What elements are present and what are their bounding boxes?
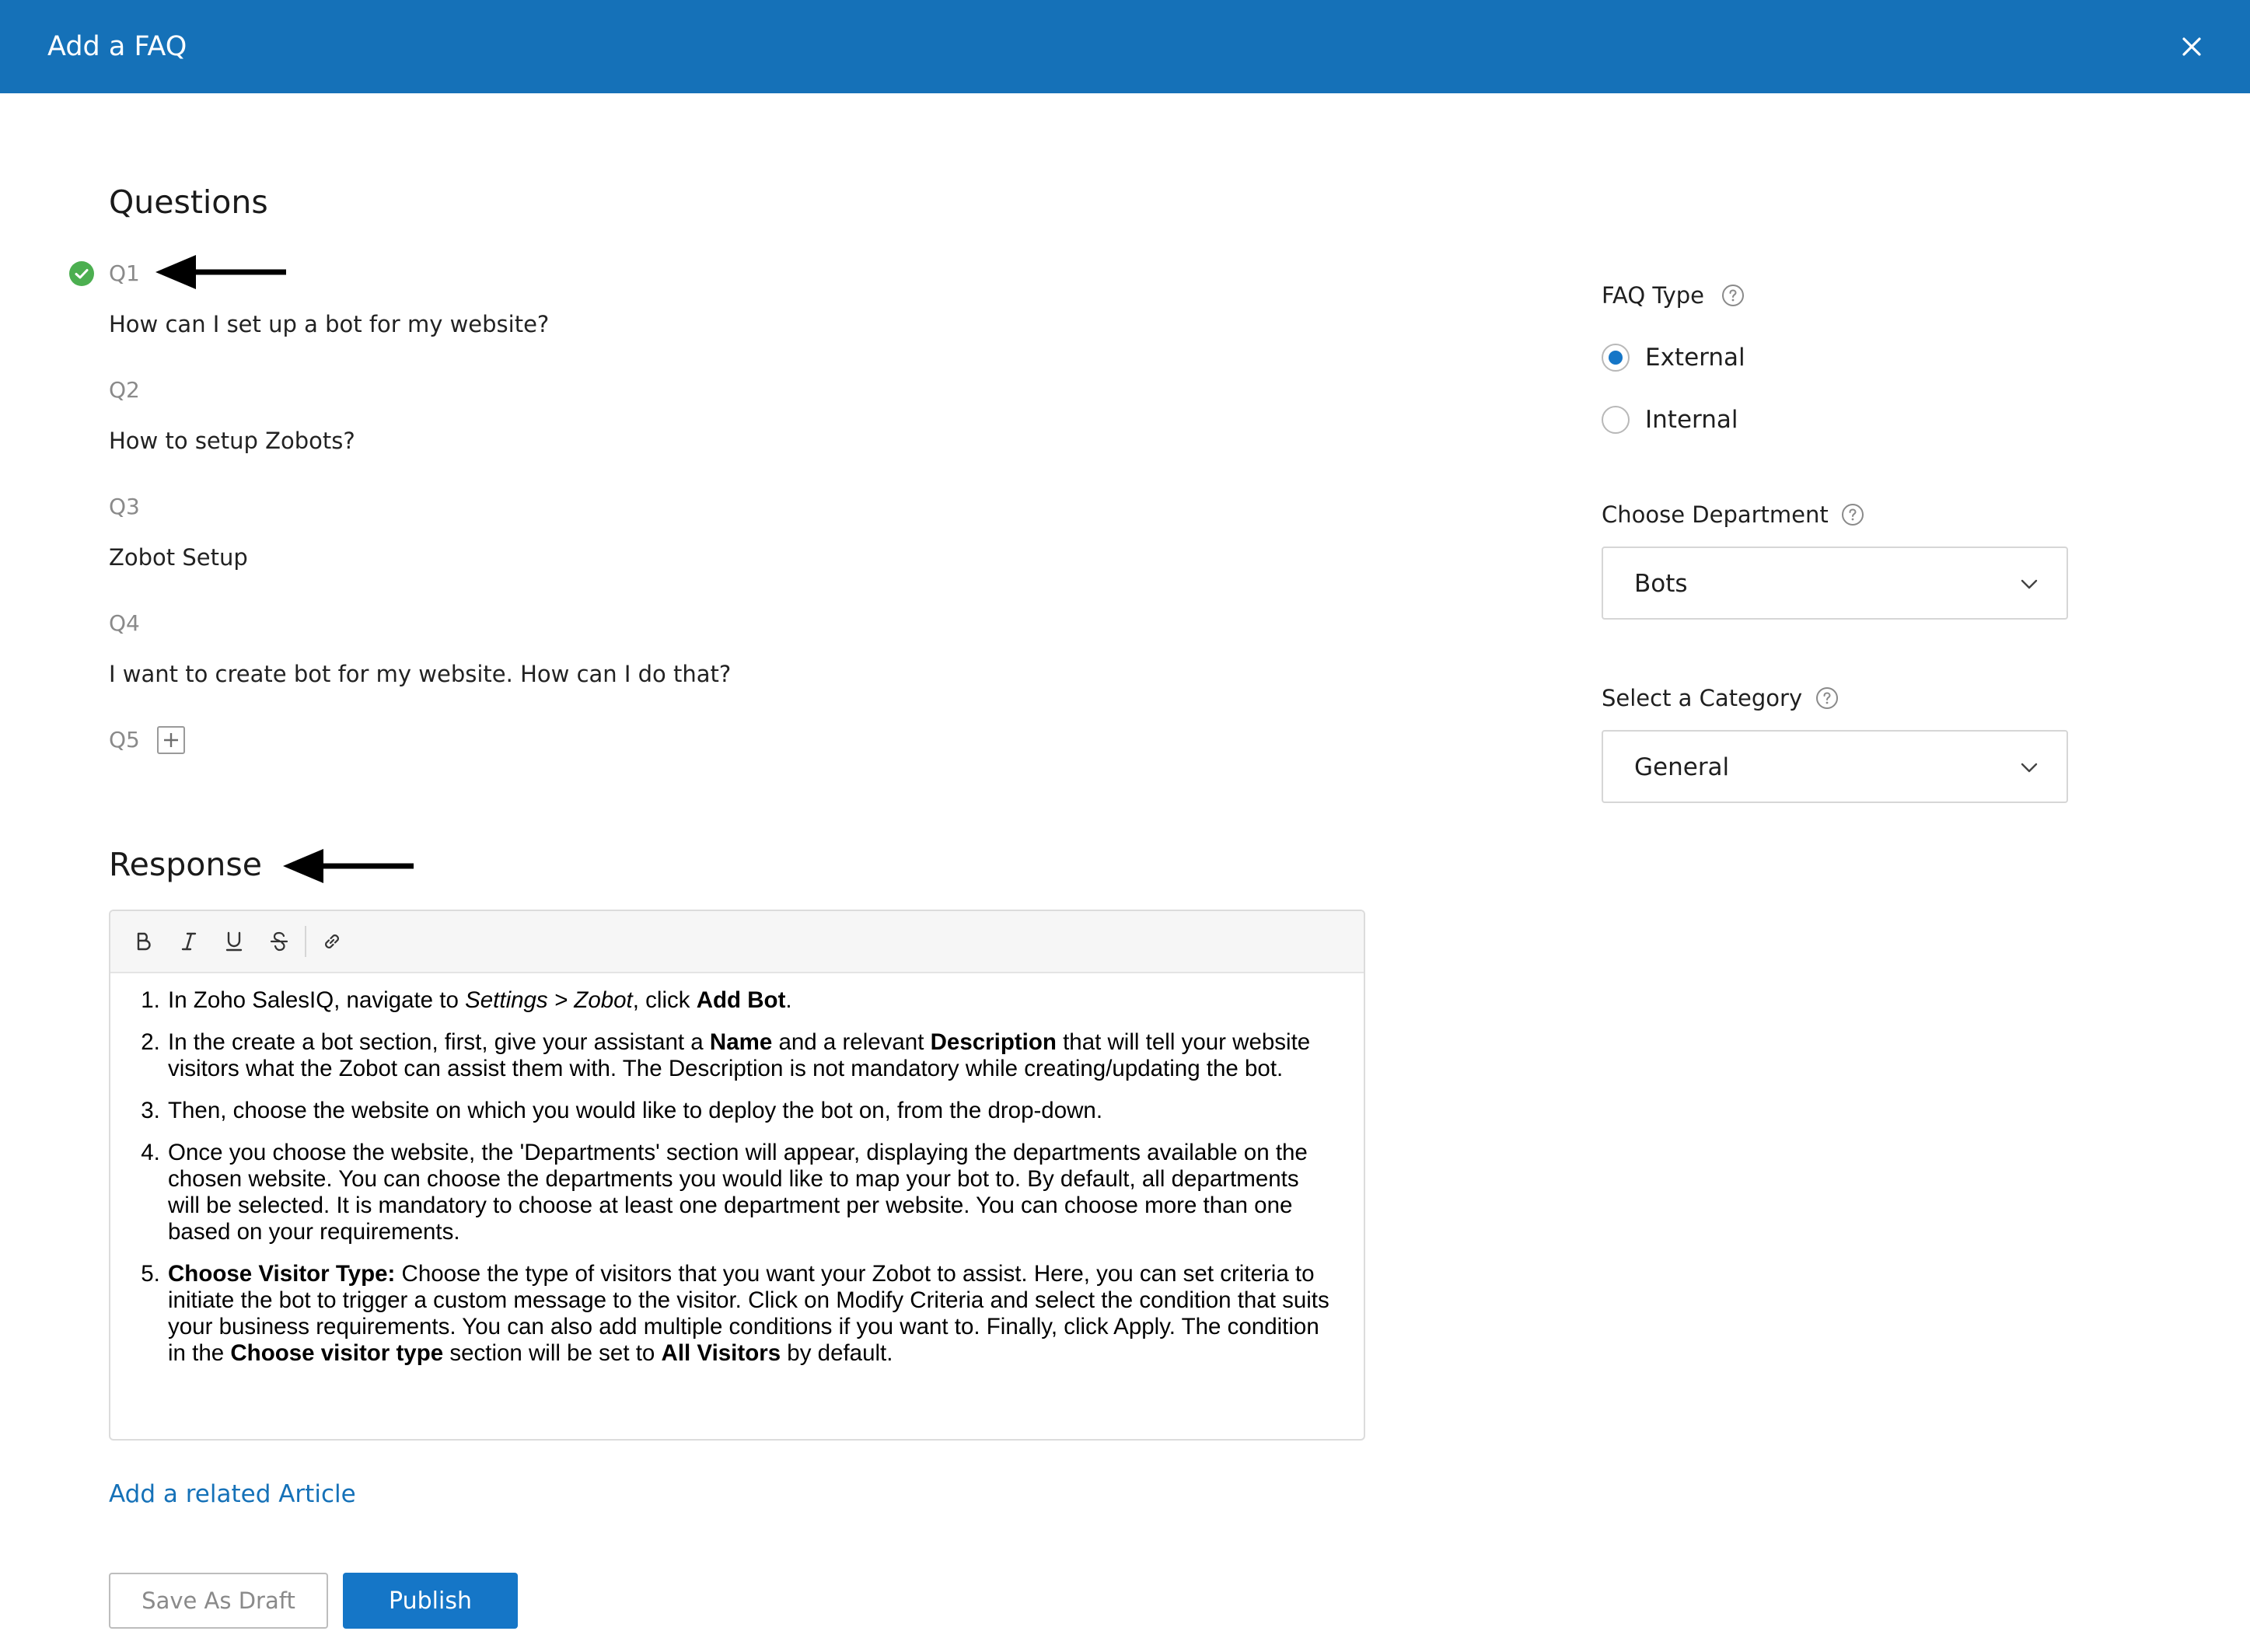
faq-type-external-label[interactable]: External (1645, 344, 1745, 372)
list-item: 4. Once you choose the website, the 'Departments' section will appear, displaying the departments available on the chosen website. You can choose the departments you would like to map your bot to. By default, all departments will be selected. It is mandatory to choose at least one department per website. You can choose more than one based on your requirements. (166, 1140, 1333, 1245)
link-button[interactable] (309, 919, 355, 964)
italic-icon (177, 930, 201, 953)
response-heading: Response (109, 846, 262, 883)
question-label-q1: Q1 (109, 260, 140, 286)
save-draft-button[interactable]: Save As Draft (109, 1573, 328, 1629)
strikethrough-icon (267, 930, 291, 953)
list-item: 1. In Zoho SalesIQ, navigate to Settings > Zobot, click Add Bot. (166, 987, 1333, 1014)
category-select[interactable] (1602, 730, 2068, 803)
underline-button[interactable] (211, 919, 257, 964)
plus-icon (162, 731, 180, 749)
strikethrough-button[interactable] (257, 919, 302, 964)
check-circle-icon (69, 261, 94, 286)
question-text-q4[interactable]: I want to create bot for my website. How can I do that? (109, 661, 732, 687)
add-related-article-link[interactable]: Add a related Article (109, 1480, 356, 1508)
publish-button[interactable]: Publish (343, 1573, 518, 1629)
help-icon[interactable] (1721, 284, 1745, 307)
response-editor[interactable] (109, 910, 1365, 1441)
category-select-value: General (1634, 753, 1730, 781)
toolbar-divider (305, 926, 306, 957)
question-text-q1[interactable]: How can I set up a bot for my website? (109, 311, 550, 337)
question-label-q3: Q3 (109, 494, 140, 519)
question-label-q5: Q5 (109, 727, 140, 753)
question-text-q2[interactable]: How to setup Zobots? (109, 428, 355, 454)
editor-toolbar (110, 911, 1364, 973)
add-question-button[interactable] (157, 726, 185, 754)
chevron-down-icon (2018, 573, 2040, 595)
department-select-value: Bots (1634, 570, 1688, 598)
arrow-left-icon (155, 255, 289, 289)
question-text-q3[interactable]: Zobot Setup (109, 544, 248, 571)
dialog-header (0, 0, 2250, 93)
category-label: Select a Category (1602, 685, 1803, 711)
steps-list (141, 987, 1333, 1367)
help-icon[interactable] (1815, 686, 1839, 710)
underline-icon (222, 930, 246, 953)
bold-button[interactable] (121, 919, 166, 964)
list-item: 3. Then, choose the website on which you would like to deploy the bot on, from the drop-down. (166, 1098, 1333, 1124)
list-item: 5. Choose Visitor Type: Choose the type of visitors that you want your Zobot to assist. Here, you can set criteria to initiate the bot to trigger a custom message to the visitor. Click on Modify Criteria and select the condition that suits your business requirements. You can also add multiple conditions if you want to. Finally, click Apply. The condition in the Choose visitor type section will be set to All Visitors by default. (166, 1261, 1333, 1367)
link-icon (320, 930, 344, 953)
help-icon[interactable] (1841, 503, 1864, 526)
department-label: Choose Department (1602, 501, 1829, 528)
arrow-left-icon (283, 849, 417, 883)
chevron-down-icon (2018, 756, 2040, 778)
questions-heading: Questions (109, 183, 268, 221)
bold-icon (132, 930, 155, 953)
close-icon[interactable] (2171, 26, 2212, 67)
department-select[interactable] (1602, 547, 2068, 620)
faq-type-external-radio[interactable] (1602, 344, 1630, 372)
question-label-q4: Q4 (109, 610, 140, 636)
editor-content[interactable] (110, 973, 1364, 1367)
italic-button[interactable] (166, 919, 211, 964)
question-label-q2: Q2 (109, 377, 140, 403)
list-item: 2. In the create a bot section, first, give your assistant a Name and a relevant Description that will tell your website visitors what the Zobot can assist them with. The Description is not mandatory while creating/updating the bot. (166, 1029, 1333, 1082)
faq-type-internal-label[interactable]: Internal (1645, 406, 1738, 434)
faq-type-internal-radio[interactable] (1602, 406, 1630, 434)
faq-type-label: FAQ Type (1602, 282, 1705, 309)
dialog-title: Add a FAQ (47, 31, 187, 62)
